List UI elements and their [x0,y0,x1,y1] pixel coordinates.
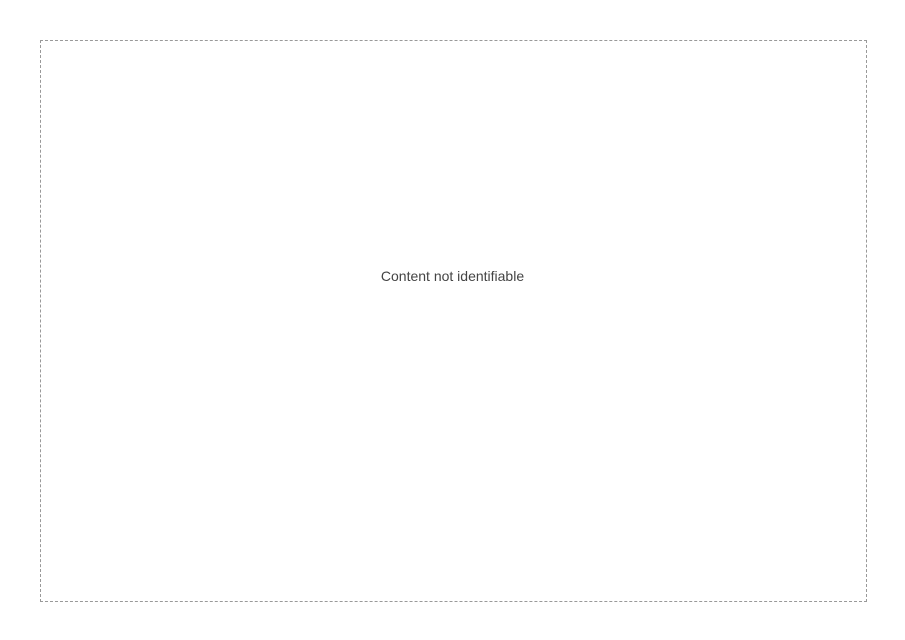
placeholder-frame [40,40,867,602]
placeholder-caption: Content not identifiable [380,268,525,284]
